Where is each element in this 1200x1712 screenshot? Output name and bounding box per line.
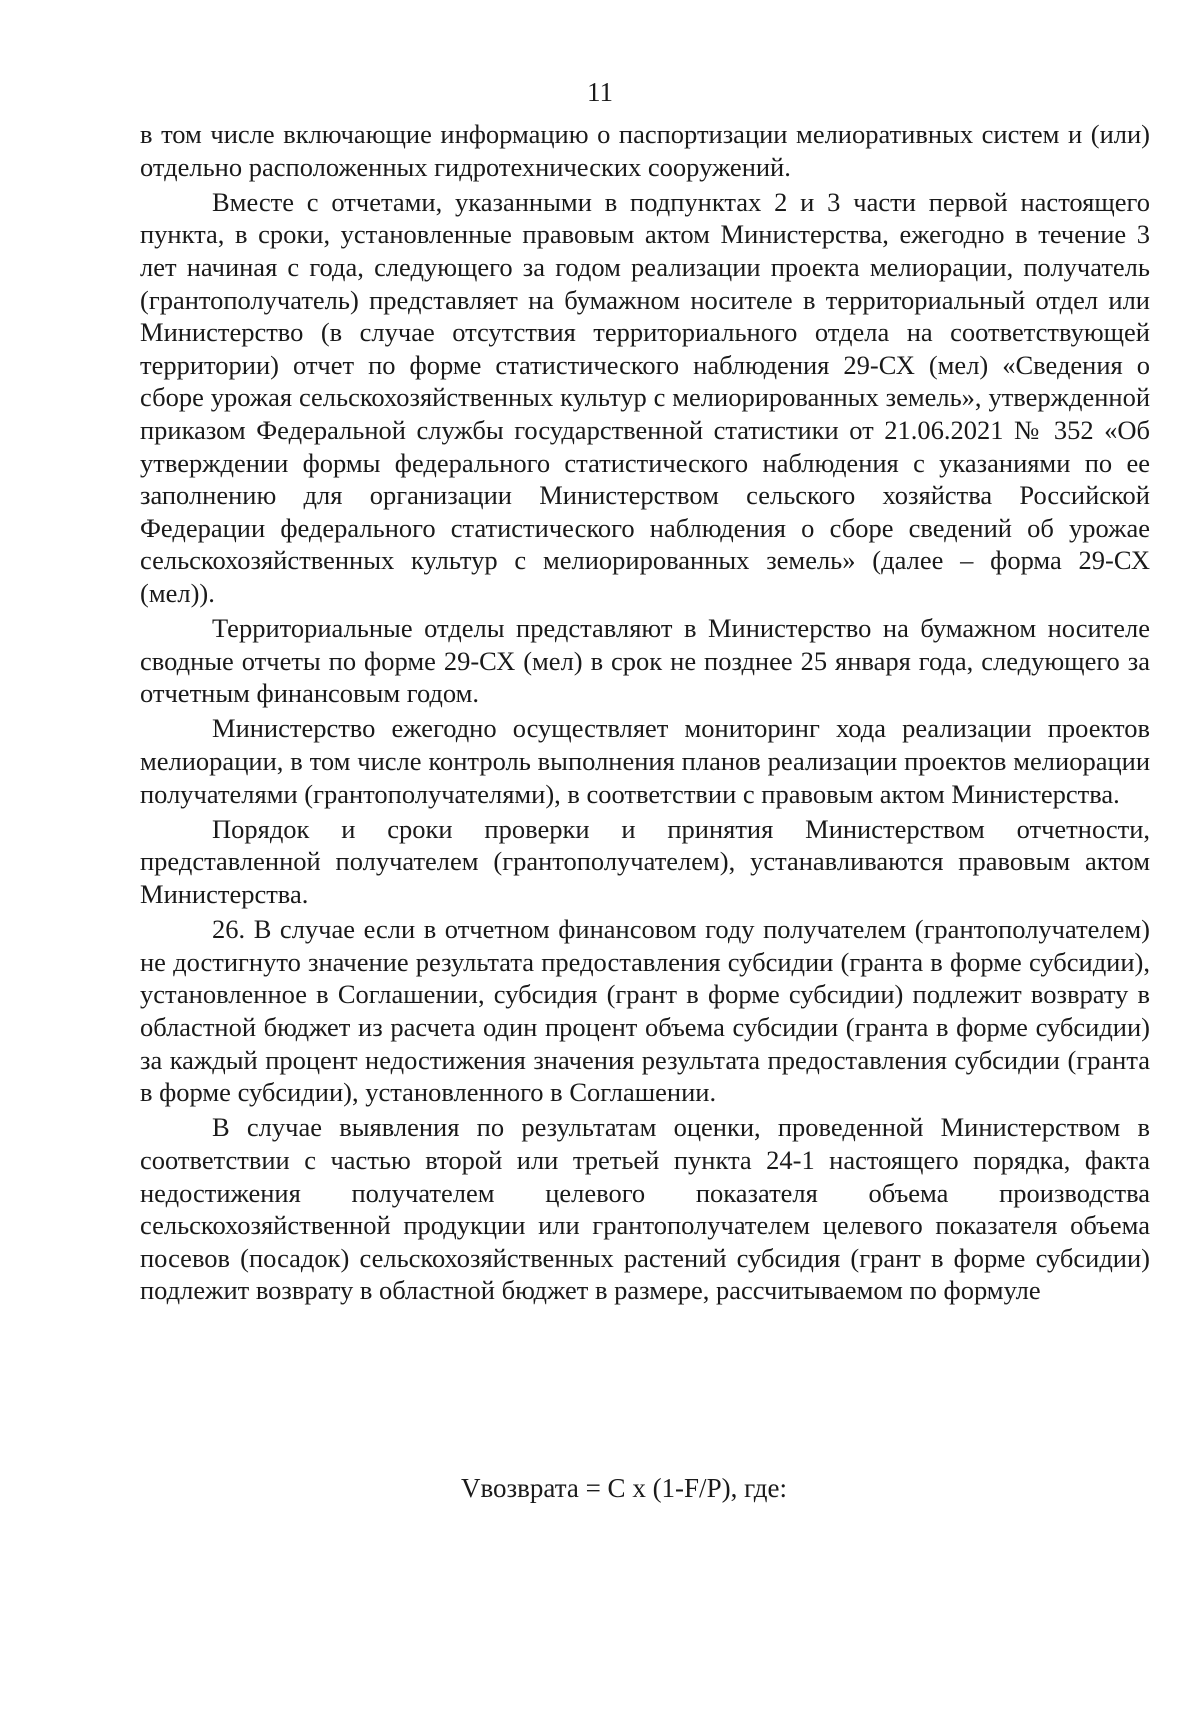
paragraph-continuation: в том числе включающие информацию о паспортизации мелиоративных систем и (или) отдельно расположенных гидротехнических сооружений. [140, 119, 1150, 182]
paragraph-item-26: 26. В случае если в отчетном финансовом году получателем (грантополучателем) не достигнуто значение результата предоставления субсидии (гранта в форме субсидии), установленное в Соглашении, субсидия (грант в форме субсидии) подлежит возврату в областной бюджет из расчета один процент объема субсидии (гранта в форме субсидии) за каждый процент недостижения значения результата предоставления субсидии (гранта в форме субсидии), установленного в Соглашении. [140, 914, 1150, 1108]
paragraph-refund-calculation: В случае выявления по результатам оценки, проведенной Министерством в соответствии с частью второй или третьей пункта 24-1 настоящего порядка, факта недостижения получателем целевого показателя объема производства сельскохозяйственной продукции или грантополучателем целевого показателя объема посевов (посадок) сельскохозяйственных растений субсидия (грант в форме субсидии) подлежит возврату в областной бюджет в размере, рассчитываемом по формуле [140, 1112, 1150, 1306]
paragraph-monitoring: Министерство ежегодно осуществляет мониторинг хода реализации проектов мелиорации, в том числе контроль выполнения планов реализации проектов мелиорации получателями (грантополучателями), в соответствии с правовым актом Министерства. [140, 713, 1150, 809]
paragraph-verification-procedure: Порядок и сроки проверки и принятия Министерством отчетности, представленной получателем (грантополучателем), устанавливаются правовым актом Министерства. [140, 813, 1150, 910]
paragraph-reports-29sx: Вместе с отчетами, указанными в подпунктах 2 и 3 части первой настоящего пункта, в сроки, установленные правовым актом Министерства, ежегодно в течение 3 лет начиная с года, следующего за годом реализации проекта мелиорации, получатель (грантополучатель) представляет на бумажном носителе в территориальный отдел или Министерство (в случае отсутствия территориального отдела на соответствующей территории) отчет по форме статистического наблюдения 29-СХ (мел) «Сведения о сборе урожая сельскохозяйственных культур с мелиорированных земель», утвержденной приказом Федеральной службы государственной статистики от 21.06.2021 № 352 «Об утверждении формы федерального статистического наблюдения с указаниями по ее заполнению для организации Министерством сельского хозяйства Российской Федерации федерального статистического наблюдения о сборе сведений об урожае сельскохозяйственных культур с мелиорированных земель» (далее – форма 29-СХ (мел)). [140, 186, 1150, 608]
page-number: 11 [587, 77, 613, 107]
refund-formula: Vвозврата = C x (1-F/P), где: [460, 1473, 788, 1503]
paragraph-territorial-offices: Территориальные отделы представляют в Министерство на бумажном носителе сводные отчеты по форме 29-СХ (мел) в срок не позднее 25 января года, следующего за отчетным финансовым годом. [140, 613, 1150, 709]
document-body [140, 118, 1150, 1310]
